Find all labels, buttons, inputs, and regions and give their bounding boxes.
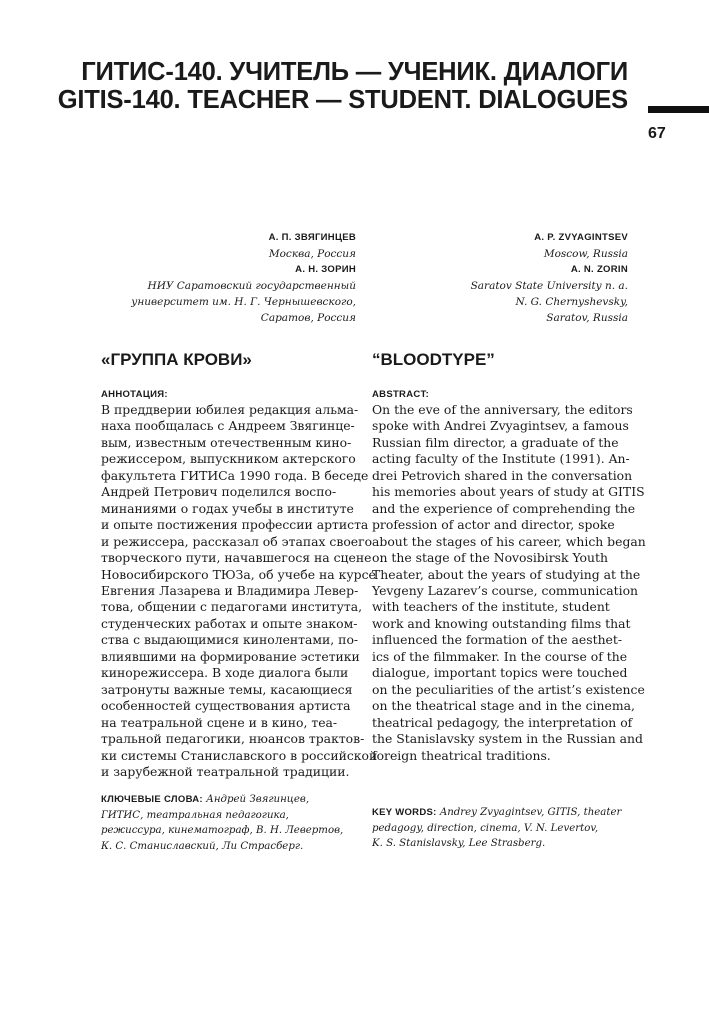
keywords-first-en: Andrey Zvyagintsev, GITIS, theater	[439, 807, 622, 818]
abstract-line-ru: студенческих работах и опыте знаком-	[101, 615, 358, 631]
abstract-line-en: drei Petrovich shared in the conversation	[372, 467, 633, 483]
abstract-line-en: theatrical pedagogy, the interpretation of	[372, 714, 633, 730]
abstract-line-ru: наха пообщалась с Андреем Звягинце-	[101, 418, 355, 434]
abstract-label-ru: АННОТАЦИЯ:	[101, 389, 168, 400]
author-place-1-en: Moscow, Russia	[543, 248, 628, 260]
abstract-body-en	[372, 402, 646, 764]
keywords-label-ru: КЛЮЧЕВЫЕ СЛОВА:	[101, 794, 203, 805]
author-affil-ru-line: университет им. Н. Г. Чернышевского,	[131, 296, 356, 308]
keywords-label-en: KEY WORDS:	[372, 807, 437, 818]
article-title-ru: «ГРУППА КРОВИ»	[101, 350, 252, 369]
abstract-line-ru: Андрей Петрович поделился воспо-	[101, 484, 337, 500]
abstract-line-en: ics of the filmmaker. In the course of the	[372, 648, 628, 664]
abstract-line-ru: особенностей существования артиста	[101, 698, 351, 714]
keywords-line-en: K. S. Stanislavsky, Lee Strasberg.	[372, 838, 546, 850]
author-name-1-ru: А. П. ЗВЯГИНЦЕВ	[268, 232, 356, 243]
abstract-line-en: on the peculiarities of the artist’s existence	[372, 681, 645, 697]
abstract-line-ru: това, общении с педагогами института,	[101, 599, 363, 615]
author-affil-en-line: N. G. Chernyshevsky,	[515, 296, 628, 308]
page-number: 67	[648, 125, 666, 142]
abstract-line-en: On the eve of the anniversary, the editors	[372, 402, 633, 417]
abstract-line-en: influenced the formation of the aesthet-	[372, 632, 623, 648]
abstract-line-en: Yevgeny Lazarev’s course, communication	[372, 582, 639, 598]
abstract-line-en: dialogue, important topics were touched	[372, 665, 628, 681]
keywords-ru	[101, 792, 343, 854]
abstract-line-ru: и режиссера, рассказал об этапах своего	[101, 533, 373, 549]
abstract-line-ru: влиявшими на формирование эстетики	[101, 648, 360, 664]
abstract-line-en: with teachers of the institute, student	[372, 599, 610, 615]
article-title-en: “BLOODTYPE”	[372, 350, 495, 369]
author-affil-ru-line: Саратов, Россия	[260, 312, 356, 324]
abstract-line-ru: В преддверии юбилея редакция альма-	[101, 402, 359, 417]
abstract-line-ru: творческого пути, начавшегося на сцене	[101, 550, 372, 566]
abstract-line-en: and the experience of comprehending the	[372, 500, 636, 516]
abstract-line-en: foreign theatrical traditions.	[372, 747, 551, 763]
abstract-body-ru	[101, 402, 378, 780]
abstract-line-ru: Новосибирского ТЮЗа, об учебе на курсе	[101, 566, 376, 582]
abstract-line-en: Russian film director, a graduate of the	[372, 434, 619, 450]
author-affil-en-line: Saratov State University n. a.	[470, 280, 628, 292]
abstract-line-ru: факультета ГИТИСа 1990 года. В беседе	[101, 467, 369, 483]
abstract-line-ru: кинорежиссера. В ходе диалога были	[101, 665, 349, 681]
authors-ru	[100, 230, 356, 326]
keywords-line-ru: режиссура, кинематограф, В. Н. Левертов,	[101, 825, 344, 837]
abstract-line-ru: Евгения Лазарева и Владимира Левер-	[101, 582, 359, 598]
abstract-line-ru: минаниями о годах учебы в институте	[101, 500, 354, 516]
keywords-line-ru: ГИТИС, театральная педагогика,	[101, 809, 289, 821]
author-affil-en-line: Saratov, Russia	[546, 312, 628, 324]
author-name-2-en: A. N. ZORIN	[570, 264, 628, 275]
abstract-line-ru: режиссером, выпускником актерского	[101, 451, 356, 467]
author-affil-ru-line: НИУ Саратовский государственный	[147, 280, 356, 292]
abstract-line-en: on the theatrical stage and in the cinema,	[372, 698, 635, 714]
header-title-ru: ГИТИС-140. УЧИТЕЛЬ — УЧЕНИК. ДИАЛОГИ	[81, 58, 628, 86]
keywords-line-ru: К. С. Станиславский, Ли Страсберг.	[101, 840, 304, 852]
running-header	[0, 58, 628, 114]
abstract-line-en: Theater, about the years of studying at the	[372, 566, 641, 582]
abstract-label-en: ABSTRACT:	[372, 389, 430, 400]
author-place-1-ru: Москва, Россия	[268, 248, 356, 260]
abstract-line-ru: ства с выдающимися кинолентами, по-	[101, 632, 359, 648]
abstract-line-en: about the stages of his career, which began	[372, 533, 646, 549]
abstract-line-en: work and knowing outstanding films that	[372, 615, 631, 631]
keywords-line-en: pedagogy, direction, cinema, V. N. Levertov,	[372, 822, 599, 834]
author-name-1-en: A. P. ZVYAGINTSEV	[534, 232, 628, 243]
abstract-line-en: spoke with Andrei Zvyagintsev, a famous	[372, 418, 629, 434]
abstract-line-ru: и опыте постижения профессии артиста	[101, 517, 369, 533]
keywords-en	[372, 805, 621, 852]
abstract-line-ru: и зарубежной театральной традиции.	[101, 763, 350, 779]
abstract-line-ru: на театральной сцене и в кино, теа-	[101, 714, 338, 730]
abstract-line-en: profession of actor and director, spoke	[372, 517, 615, 533]
authors-en	[372, 230, 628, 326]
abstract-line-ru: вым, известным отечественным кино-	[101, 434, 352, 450]
author-name-2-ru: А. Н. ЗОРИН	[295, 264, 356, 275]
abstract-line-en: the Stanislavsky system in the Russian and	[372, 731, 643, 747]
header-side-bar	[648, 106, 709, 113]
abstract-line-en: acting faculty of the Institute (1991). An-	[372, 451, 630, 467]
header-title-en: GITIS-140. TEACHER — STUDENT. DIALOGUES	[57, 86, 628, 114]
keywords-first-ru: Андрей Звягинцев,	[206, 794, 310, 805]
abstract-line-ru: затронуты важные темы, касающиеся	[101, 681, 353, 697]
abstract-line-ru: ки системы Станиславского в российской	[101, 747, 378, 763]
abstract-line-en: on the stage of the Novosibirsk Youth	[372, 550, 608, 566]
abstract-line-en: his memories about years of study at GITIS	[372, 484, 645, 500]
abstract-line-ru: тральной педагогики, нюансов трактов-	[101, 731, 365, 747]
